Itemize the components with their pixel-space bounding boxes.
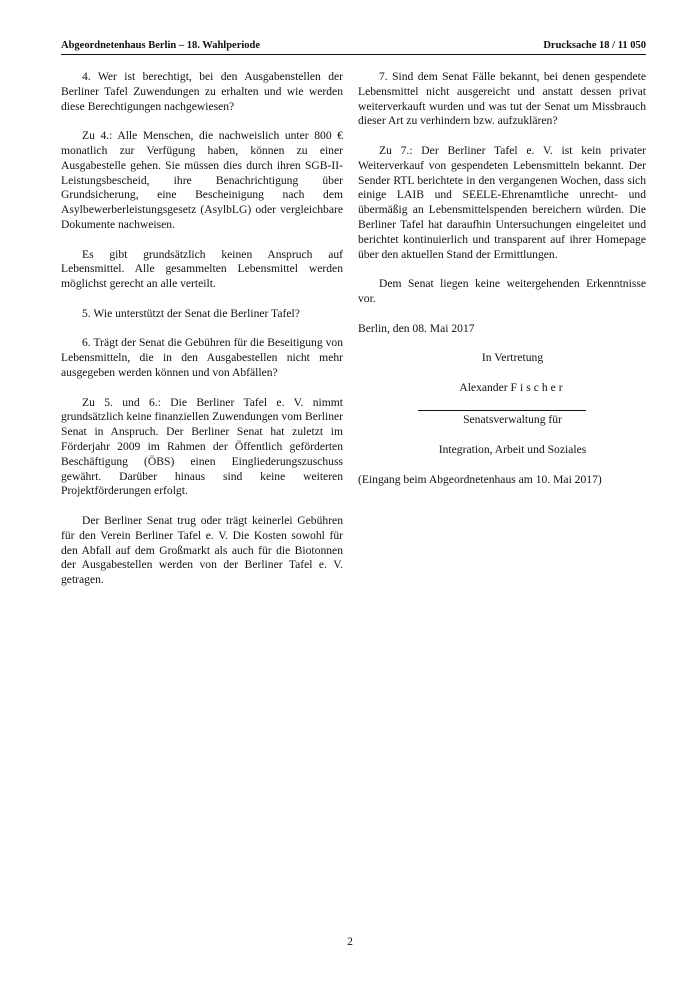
right-column — [358, 70, 646, 502]
answer-7: Zu 7.: Der Berliner Tafel e. V. ist kein privater Weiterverkauf von gespendeten Lebensmitteln bekannt. Der Sender RTL berichtete in den vergangenen Wochen, dass sich einige LAIB und SEELE-Ehrenamtliche unrecht- und übermäßig an Lebensmittelspenden bereichern würden. Die Berliner Tafel hat daraufhin Untersuchungen eingeleitet und berichtet kontinuierlich und transparent auf ihrer Homepage über den aktuellen Stand der Ermittlungen. — [358, 143, 646, 261]
question-4: 4. Wer ist berechtigt, bei den Ausgabenstellen der Berliner Tafel Zuwendungen zu erhalten und wie werden diese Berechtigungen nachgewiesen? — [61, 70, 343, 113]
header-divider — [61, 54, 646, 55]
department-line-2: Integration, Arbeit und Soziales — [438, 442, 587, 456]
signature-block — [358, 351, 646, 458]
question-7: 7. Sind dem Senat Fälle bekannt, bei denen gespendete Lebensmittel nicht ausgereicht und anstatt dessen privat weiterverkauft wurden und was tut der Senat um Missbrauch dieser Art zu verhindern bzw. aufzuklären? — [358, 70, 646, 128]
representation-label: In Vertretung — [481, 351, 544, 365]
page-header — [61, 38, 646, 53]
answer-5-6-paragraph-1: Zu 5. und 6.: Die Berliner Tafel e. V. nimmt grundsätzlich keine finanziellen Zuwendungen vom Berliner Senat in Anspruch. Der Berliner Senat hat zuletzt im Förderjahr 2009 im Rahmen der Öffentlich geförderten Beschäftigung (ÖBS) einen Eingliederungszuschuss gewährt. Darüber hinaus sind keine weiteren Projektförderungen erfolgt. — [61, 395, 343, 498]
signature-line — [418, 410, 586, 411]
department-line-1: Senatsverwaltung für — [463, 413, 562, 427]
header-publisher: Abgeordnetenhaus Berlin – 18. Wahlperiode — [61, 40, 261, 51]
answer-4-paragraph-2: Es gibt grundsätzlich keinen Anspruch auf Lebensmittel. Alle gesammelten Lebensmittel werden möglichst gerecht an alle verteilt. — [61, 247, 343, 291]
question-6: 6. Trägt der Senat die Gebühren für die Beseitigung von Lebensmitteln, die in den Ausgabestellen nicht mehr ausgegeben werden können und von Abfällen? — [61, 336, 343, 379]
signatory-last-name: Fischer — [510, 380, 566, 394]
question-5: 5. Wie unterstützt der Senat die Berliner Tafel? — [82, 306, 300, 320]
place-date: Berlin, den 08. Mai 2017 — [358, 321, 475, 335]
receipt-note: (Eingang beim Abgeordnetenhaus am 10. Mai 2017) — [358, 472, 602, 486]
answer-5-6-paragraph-2: Der Berliner Senat trug oder trägt keinerlei Gebühren für den Verein Berliner Tafel e. V. Die Kosten sowohl für den Abfall auf dem Großmarkt als auch für die Biotonnen der Ausgabestellen werden von der Berliner Tafel e. V. getragen. — [61, 513, 343, 587]
signatory-first-name: Alexander — [459, 380, 508, 394]
left-column — [61, 70, 343, 603]
closing-statement: Dem Senat liegen keine weitergehenden Erkenntnisse vor. — [358, 277, 646, 305]
header-document-number: Drucksache 18 / 11 050 — [543, 40, 646, 51]
signatory-name — [358, 381, 646, 396]
page-number: 2 — [347, 935, 353, 948]
answer-4-paragraph-1: Zu 4.: Alle Menschen, die nachweislich unter 800 € monatlich zur Verfügung haben, können zu einer Ausgabestelle gehen. Sie müssen dies durch ihren SGB-II-Leistungsbescheid, ihre Benachrichtigung über Grundsicherung, eine Bescheinigung nach dem Asylbewerberleistungsgesetz (AsylbLG) oder vergleichbare Dokumente nachweisen. — [61, 129, 343, 231]
